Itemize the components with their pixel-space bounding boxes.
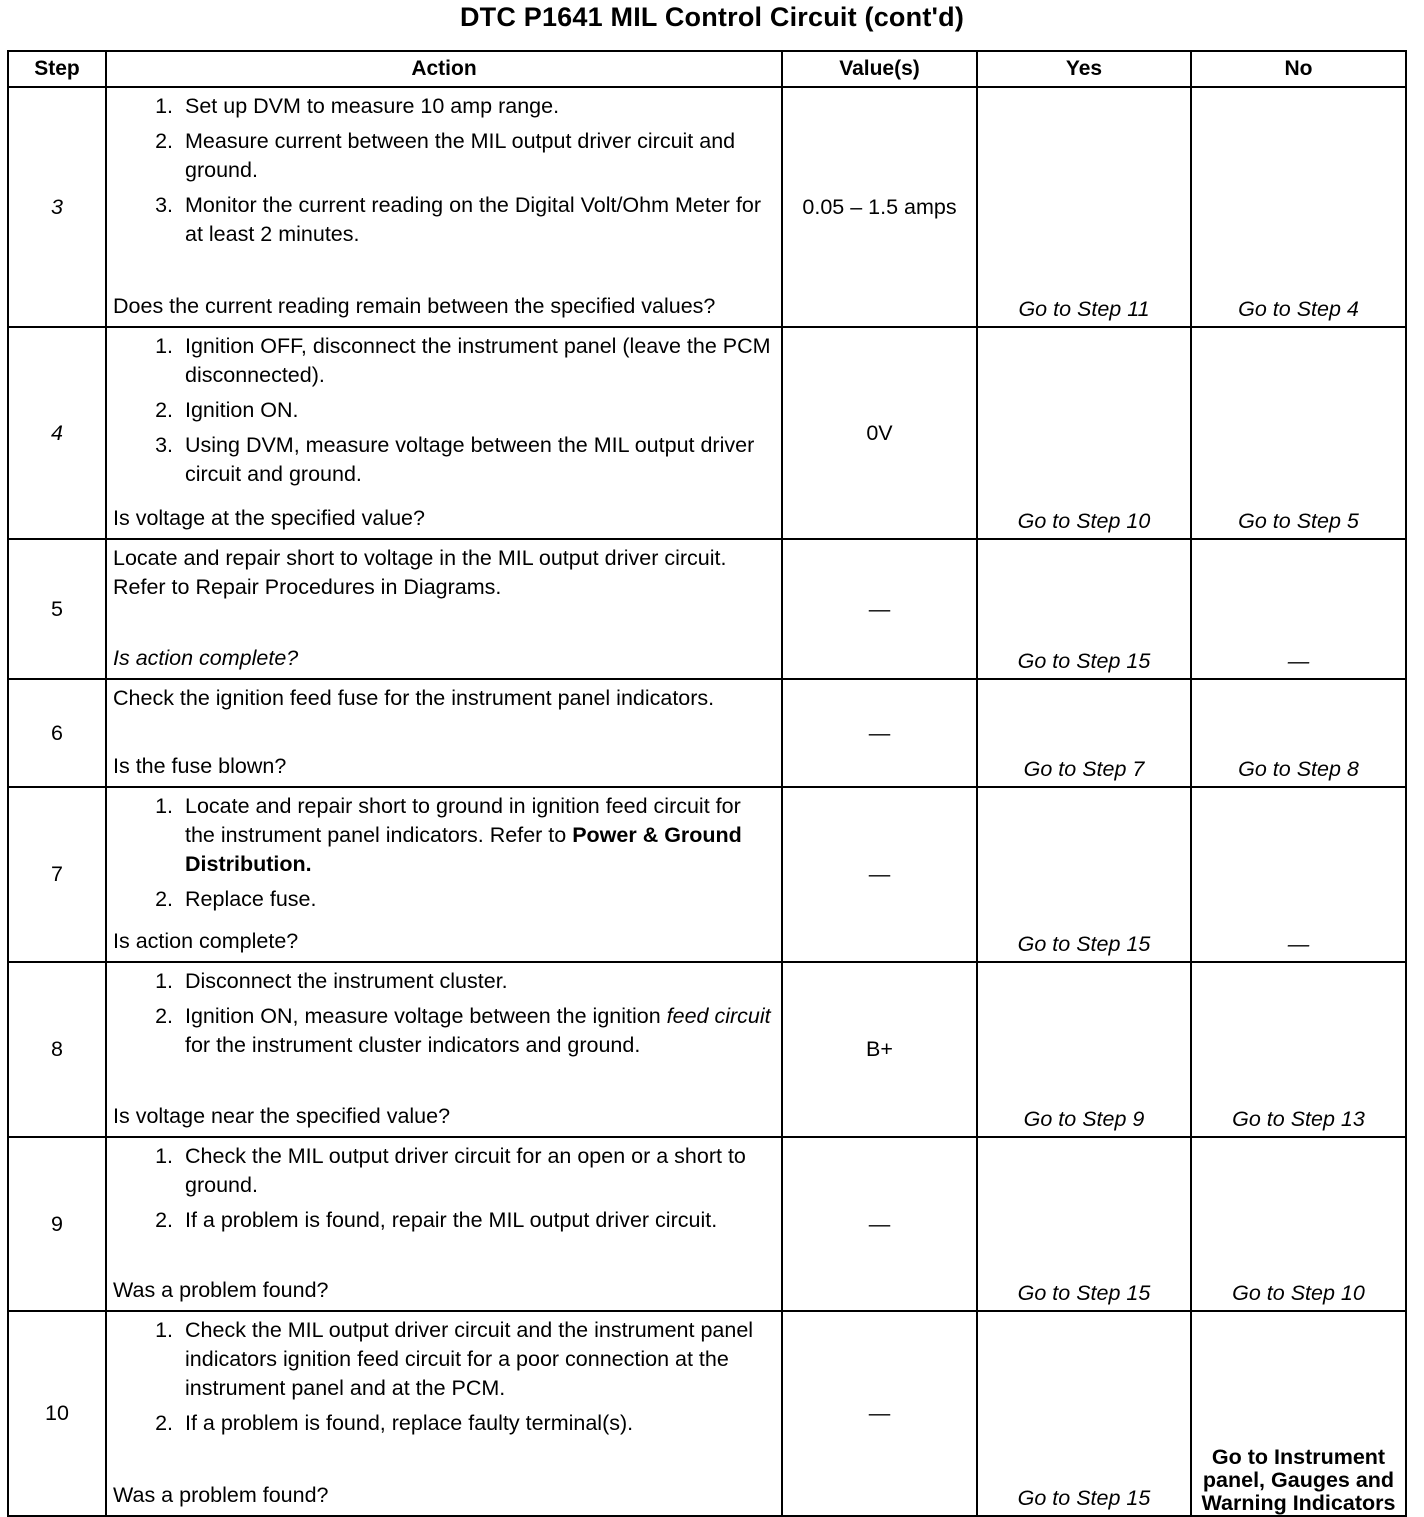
item-number: 1. [155,1318,173,1342]
action-content [107,963,781,1133]
item-number: 2. [155,398,173,422]
action-cell [106,87,782,327]
item-number: 1. [155,794,173,818]
item-text-segment: Monitor the current reading on the Digital Volt/Ohm Meter for at least 2 minutes. [185,193,761,246]
item-text [185,1142,771,1200]
item-text [185,1316,771,1403]
item-text [185,191,771,249]
header-no: No [1191,51,1406,87]
action-cell [106,787,782,962]
item-text-segment: Using DVM, measure voltage between the MIL output driver circuit and ground. [185,433,755,486]
action-question: Was a problem found? [113,1483,329,1507]
action-content [107,88,781,323]
table-row [8,1311,1406,1516]
step-cell: 6 [8,679,106,787]
step-cell: 10 [8,1311,106,1516]
item-number: 1. [155,94,173,118]
item-text-segment: Disconnect the instrument cluster. [185,969,508,993]
yes-cell: Go to Step 9 [977,962,1191,1137]
table-row [8,539,1406,679]
action-content [107,540,781,675]
item-text [185,885,316,914]
action-paragraph: Check the ignition feed fuse for the instrument panel indicators. [113,686,715,710]
item-text [185,1206,717,1235]
item-text [185,127,771,185]
action-step-item [113,1002,771,1060]
item-text [185,1002,771,1060]
item-number: 2. [155,1004,173,1028]
header-values: Value(s) [782,51,977,87]
item-text [185,792,771,879]
diagnostic-table [7,50,1407,1517]
table-row [8,1137,1406,1311]
item-text-segment: Replace fuse. [185,887,317,911]
action-step-item [113,1409,771,1438]
action-cell [106,1311,782,1516]
item-text-segment: If a problem is found, repair the MIL output driver circuit. [185,1208,718,1232]
yes-cell: Go to Step 15 [977,787,1191,962]
yes-cell: Go to Step 15 [977,539,1191,679]
action-step-item [113,431,771,489]
action-content [107,788,781,958]
no-cell: Go to Step 10 [1191,1137,1406,1311]
item-number: 2. [155,1411,173,1435]
table-row [8,787,1406,962]
no-cell: Go to Step 4 [1191,87,1406,327]
step-cell: 8 [8,962,106,1137]
action-content [107,680,781,783]
yes-cell: Go to Step 15 [977,1311,1191,1516]
action-question: Is action complete? [113,929,299,953]
step-cell: 9 [8,1137,106,1311]
item-text [185,396,299,425]
item-number: 1. [155,334,173,358]
action-step-item [113,1142,771,1200]
value-cell: — [782,539,977,679]
item-text-segment: Set up DVM to measure 10 amp range. [185,94,560,118]
yes-cell: Go to Step 11 [977,87,1191,327]
action-step-item [113,396,771,425]
value-cell: — [782,787,977,962]
value-cell: 0V [782,327,977,539]
action-question: Was a problem found? [113,1278,329,1302]
item-number: 3. [155,193,173,217]
no-cell: Go to Step 13 [1191,962,1406,1137]
item-text-segment: feed circuit [666,1004,771,1028]
action-cell [106,539,782,679]
action-step-item [113,885,771,914]
action-cell [106,1137,782,1311]
action-step-item [113,1316,771,1403]
item-text-segment: Power & Ground Distribution. [185,823,742,876]
item-text-segment: Locate and repair short to ground in ignition feed circuit for the instrument panel indicators. Refer to [185,794,741,847]
action-step-item [113,1206,771,1235]
table-row [8,87,1406,327]
item-text [185,967,508,996]
table-row [8,679,1406,787]
value-cell: 0.05 – 1.5 amps [782,87,977,327]
action-cell [106,679,782,787]
header-yes: Yes [977,51,1191,87]
action-question: Is the fuse blown? [113,754,287,778]
action-step-item [113,332,771,390]
item-number: 3. [155,433,173,457]
no-cell: — [1191,787,1406,962]
item-number: 2. [155,887,173,911]
value-cell: — [782,679,977,787]
action-content [107,328,781,535]
action-step-item [113,92,771,121]
item-number: 2. [155,129,173,153]
no-cell: — [1191,539,1406,679]
value-cell: — [782,1311,977,1516]
step-cell: 4 [8,327,106,539]
action-question: Is voltage at the specified value? [113,506,425,530]
value-cell: B+ [782,962,977,1137]
action-step-item [113,191,771,249]
no-cell: Go to Step 5 [1191,327,1406,539]
item-number: 1. [155,969,173,993]
no-cell: Go to Step 8 [1191,679,1406,787]
step-cell: 7 [8,787,106,962]
yes-cell: Go to Step 10 [977,327,1191,539]
value-cell: — [782,1137,977,1311]
header-action: Action [106,51,782,87]
action-content [107,1138,781,1307]
item-text-segment: Measure current between the MIL output driver circuit and ground. [185,129,736,182]
action-step-item [113,127,771,185]
item-text-segment: Check the MIL output driver circuit and the instrument panel indicators ignition feed circuit for a poor connection at the instrument panel and at the PCM. [185,1318,754,1400]
action-paragraph: Locate and repair short to voltage in the MIL output driver circuit. Refer to Repair Procedures in Diagrams. [113,546,727,599]
item-text-segment: Check the MIL output driver circuit for an open or a short to ground. [185,1144,746,1197]
yes-cell: Go to Step 15 [977,1137,1191,1311]
item-text [185,332,771,390]
step-cell: 5 [8,539,106,679]
table-row [8,327,1406,539]
yes-cell: Go to Step 7 [977,679,1191,787]
action-step-item [113,792,771,879]
item-text [185,92,559,121]
header-row [8,51,1406,87]
action-question: Is action complete? [113,646,299,670]
item-text-segment: If a problem is found, replace faulty terminal(s). [185,1411,634,1435]
item-text [185,431,771,489]
table-row [8,962,1406,1137]
item-text [185,1409,633,1438]
item-number: 2. [155,1208,173,1232]
action-content [107,1312,781,1512]
no-cell: Go to Instrument panel, Gauges and Warning Indicators [1191,1311,1406,1516]
action-cell [106,962,782,1137]
item-text-segment: for the instrument cluster indicators and ground. [185,1033,641,1057]
action-question: Is voltage near the specified value? [113,1104,451,1128]
item-text-segment: Ignition OFF, disconnect the instrument panel (leave the PCM disconnected). [185,334,771,387]
item-number: 1. [155,1144,173,1168]
step-cell: 3 [8,87,106,327]
action-question: Does the current reading remain between the specified values? [113,294,716,318]
action-cell [106,327,782,539]
page-title: DTC P1641 MIL Control Circuit (cont'd) [459,2,965,32]
header-step: Step [8,51,106,87]
action-step-item [113,967,771,996]
item-text-segment: Ignition ON, measure voltage between the ignition [185,1004,667,1028]
item-text-segment: Ignition ON. [185,398,299,422]
